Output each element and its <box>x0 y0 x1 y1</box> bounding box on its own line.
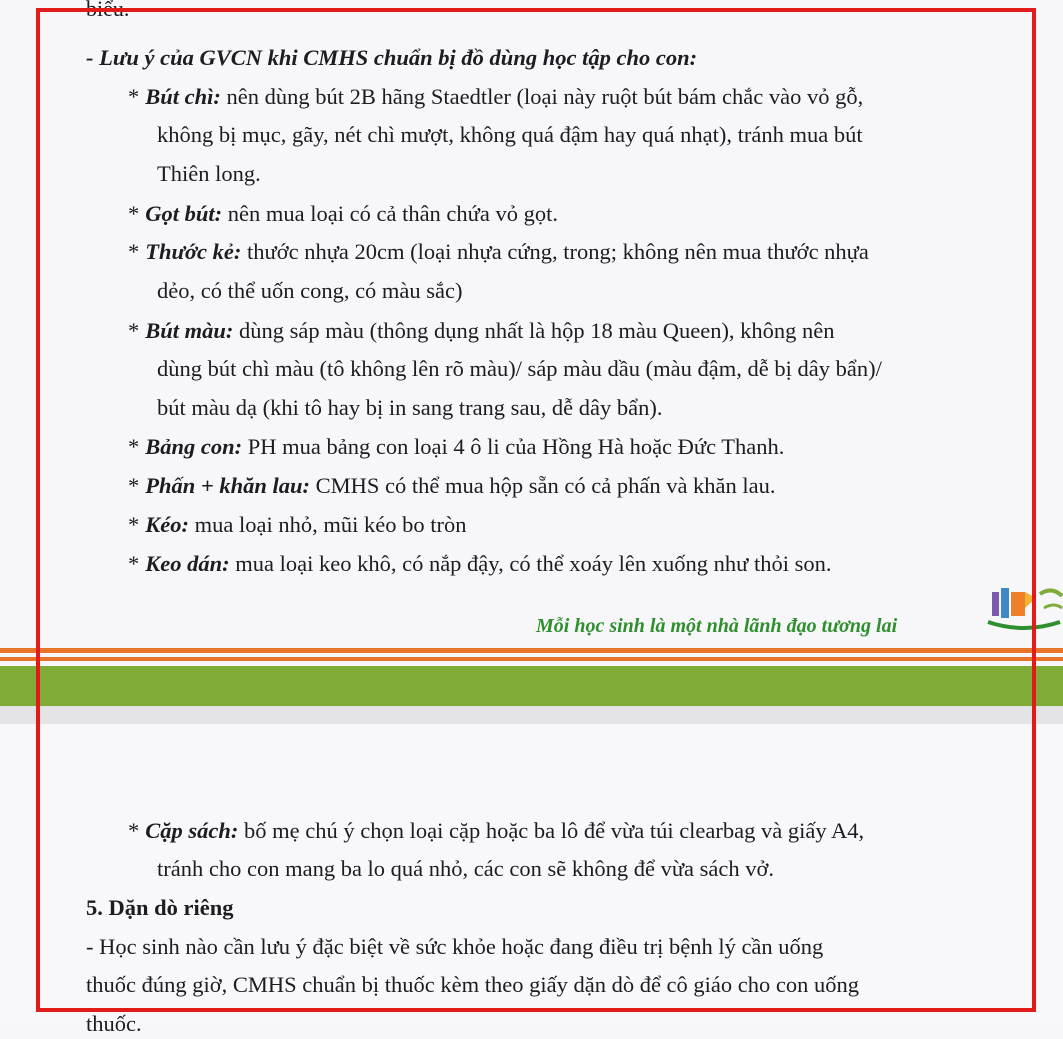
item-text: mua loại nhỏ, mũi kéo bo tròn <box>194 512 467 537</box>
bullet-star: * <box>128 473 140 498</box>
item-sharpener <box>128 199 558 229</box>
item-scissors <box>128 510 466 540</box>
bullet-star: * <box>128 551 140 576</box>
item-text-continued: bút màu dạ (khi tô hay bị in sang trang sau, dễ dây bẩn). <box>157 395 663 420</box>
item-text: nên mua loại có cả thân chứa vỏ gọt. <box>227 201 558 226</box>
item-glue <box>128 549 832 579</box>
item-term: Phấn + khăn lau: <box>145 473 311 498</box>
page-separator-orange <box>0 657 1063 661</box>
school-logo-icon <box>984 578 1063 638</box>
item-text: dùng sáp màu (thông dụng nhất là hộp 18 màu Queen), không nên <box>239 318 835 343</box>
item-term: Kéo: <box>145 512 189 537</box>
page-separator-gray <box>0 706 1063 724</box>
item-text: thước nhựa 20cm (loại nhựa cứng, trong; không nên mua thước nhựa <box>247 239 869 264</box>
item-term: Cặp sách: <box>145 818 239 843</box>
bullet-star: * <box>128 84 140 109</box>
item-text-continued: dẻo, có thể uốn cong, có màu sắc) <box>157 278 463 303</box>
bullet-star: * <box>128 818 140 843</box>
bullet-star: * <box>128 239 140 264</box>
bullet-star: * <box>128 512 140 537</box>
item-ruler <box>128 237 869 267</box>
section-5-paragraph-line: thuốc đúng giờ, CMHS chuẩn bị thuốc kèm theo giấy dặn dò để cô giáo cho con uống <box>86 972 860 997</box>
section-5-paragraph-line: thuốc. <box>86 1011 142 1036</box>
item-term: Keo dán: <box>145 551 230 576</box>
item-pencil <box>128 82 863 112</box>
item-text: CMHS có thể mua hộp sẵn có cả phấn và khăn lau. <box>315 473 776 498</box>
item-text: PH mua bảng con loại 4 ô li của Hồng Hà hoặc Đức Thanh. <box>247 434 785 459</box>
bullet-star: * <box>128 434 140 459</box>
note-heading: - Lưu ý của GVCN khi CMHS chuẩn bị đồ dùng học tập cho con: <box>86 45 698 70</box>
top-fragment-text: biểu. <box>86 0 130 21</box>
page-separator-green <box>0 666 1063 706</box>
section-5-title: 5. Dặn dò riêng <box>86 895 234 920</box>
item-slate <box>128 432 784 462</box>
footer-slogan: Mỗi học sinh là một nhà lãnh đạo tương lai <box>536 615 898 637</box>
item-text: bố mẹ chú ý chọn loại cặp hoặc ba lô để vừa túi clearbag và giấy A4, <box>244 818 865 843</box>
item-term: Bút chì: <box>145 84 221 109</box>
item-text-continued: không bị mục, gãy, nét chì mượt, không quá đậm hay quá nhạt), tránh mua bút <box>157 122 863 147</box>
item-term: Gọt bút: <box>145 201 223 226</box>
item-text: nên dùng bút 2B hãng Staedtler (loại này ruột bút bám chắc vào vỏ gỗ, <box>226 84 864 109</box>
item-term: Thước kẻ: <box>145 239 242 264</box>
item-text-continued: tránh cho con mang ba lo quá nhỏ, các con sẽ không để vừa sách vở. <box>157 856 775 881</box>
item-crayons <box>128 316 835 346</box>
item-text-continued: Thiên long. <box>157 161 261 186</box>
bullet-star: * <box>128 318 140 343</box>
item-term: Bút màu: <box>145 318 234 343</box>
item-chalk-cloth <box>128 471 776 501</box>
bullet-star: * <box>128 201 140 226</box>
item-text-continued: dùng bút chì màu (tô không lên rõ màu)/ sáp màu dầu (màu đậm, dễ bị dây bẩn)/ <box>157 356 882 381</box>
item-term: Bảng con: <box>145 434 243 459</box>
item-schoolbag <box>128 816 864 846</box>
section-5-paragraph-line: - Học sinh nào cần lưu ý đặc biệt về sức khỏe hoặc đang điều trị bệnh lý cần uống <box>86 934 824 959</box>
item-text: mua loại keo khô, có nắp đậy, có thể xoáy lên xuống như thỏi son. <box>235 551 832 576</box>
page-separator-orange <box>0 648 1063 653</box>
